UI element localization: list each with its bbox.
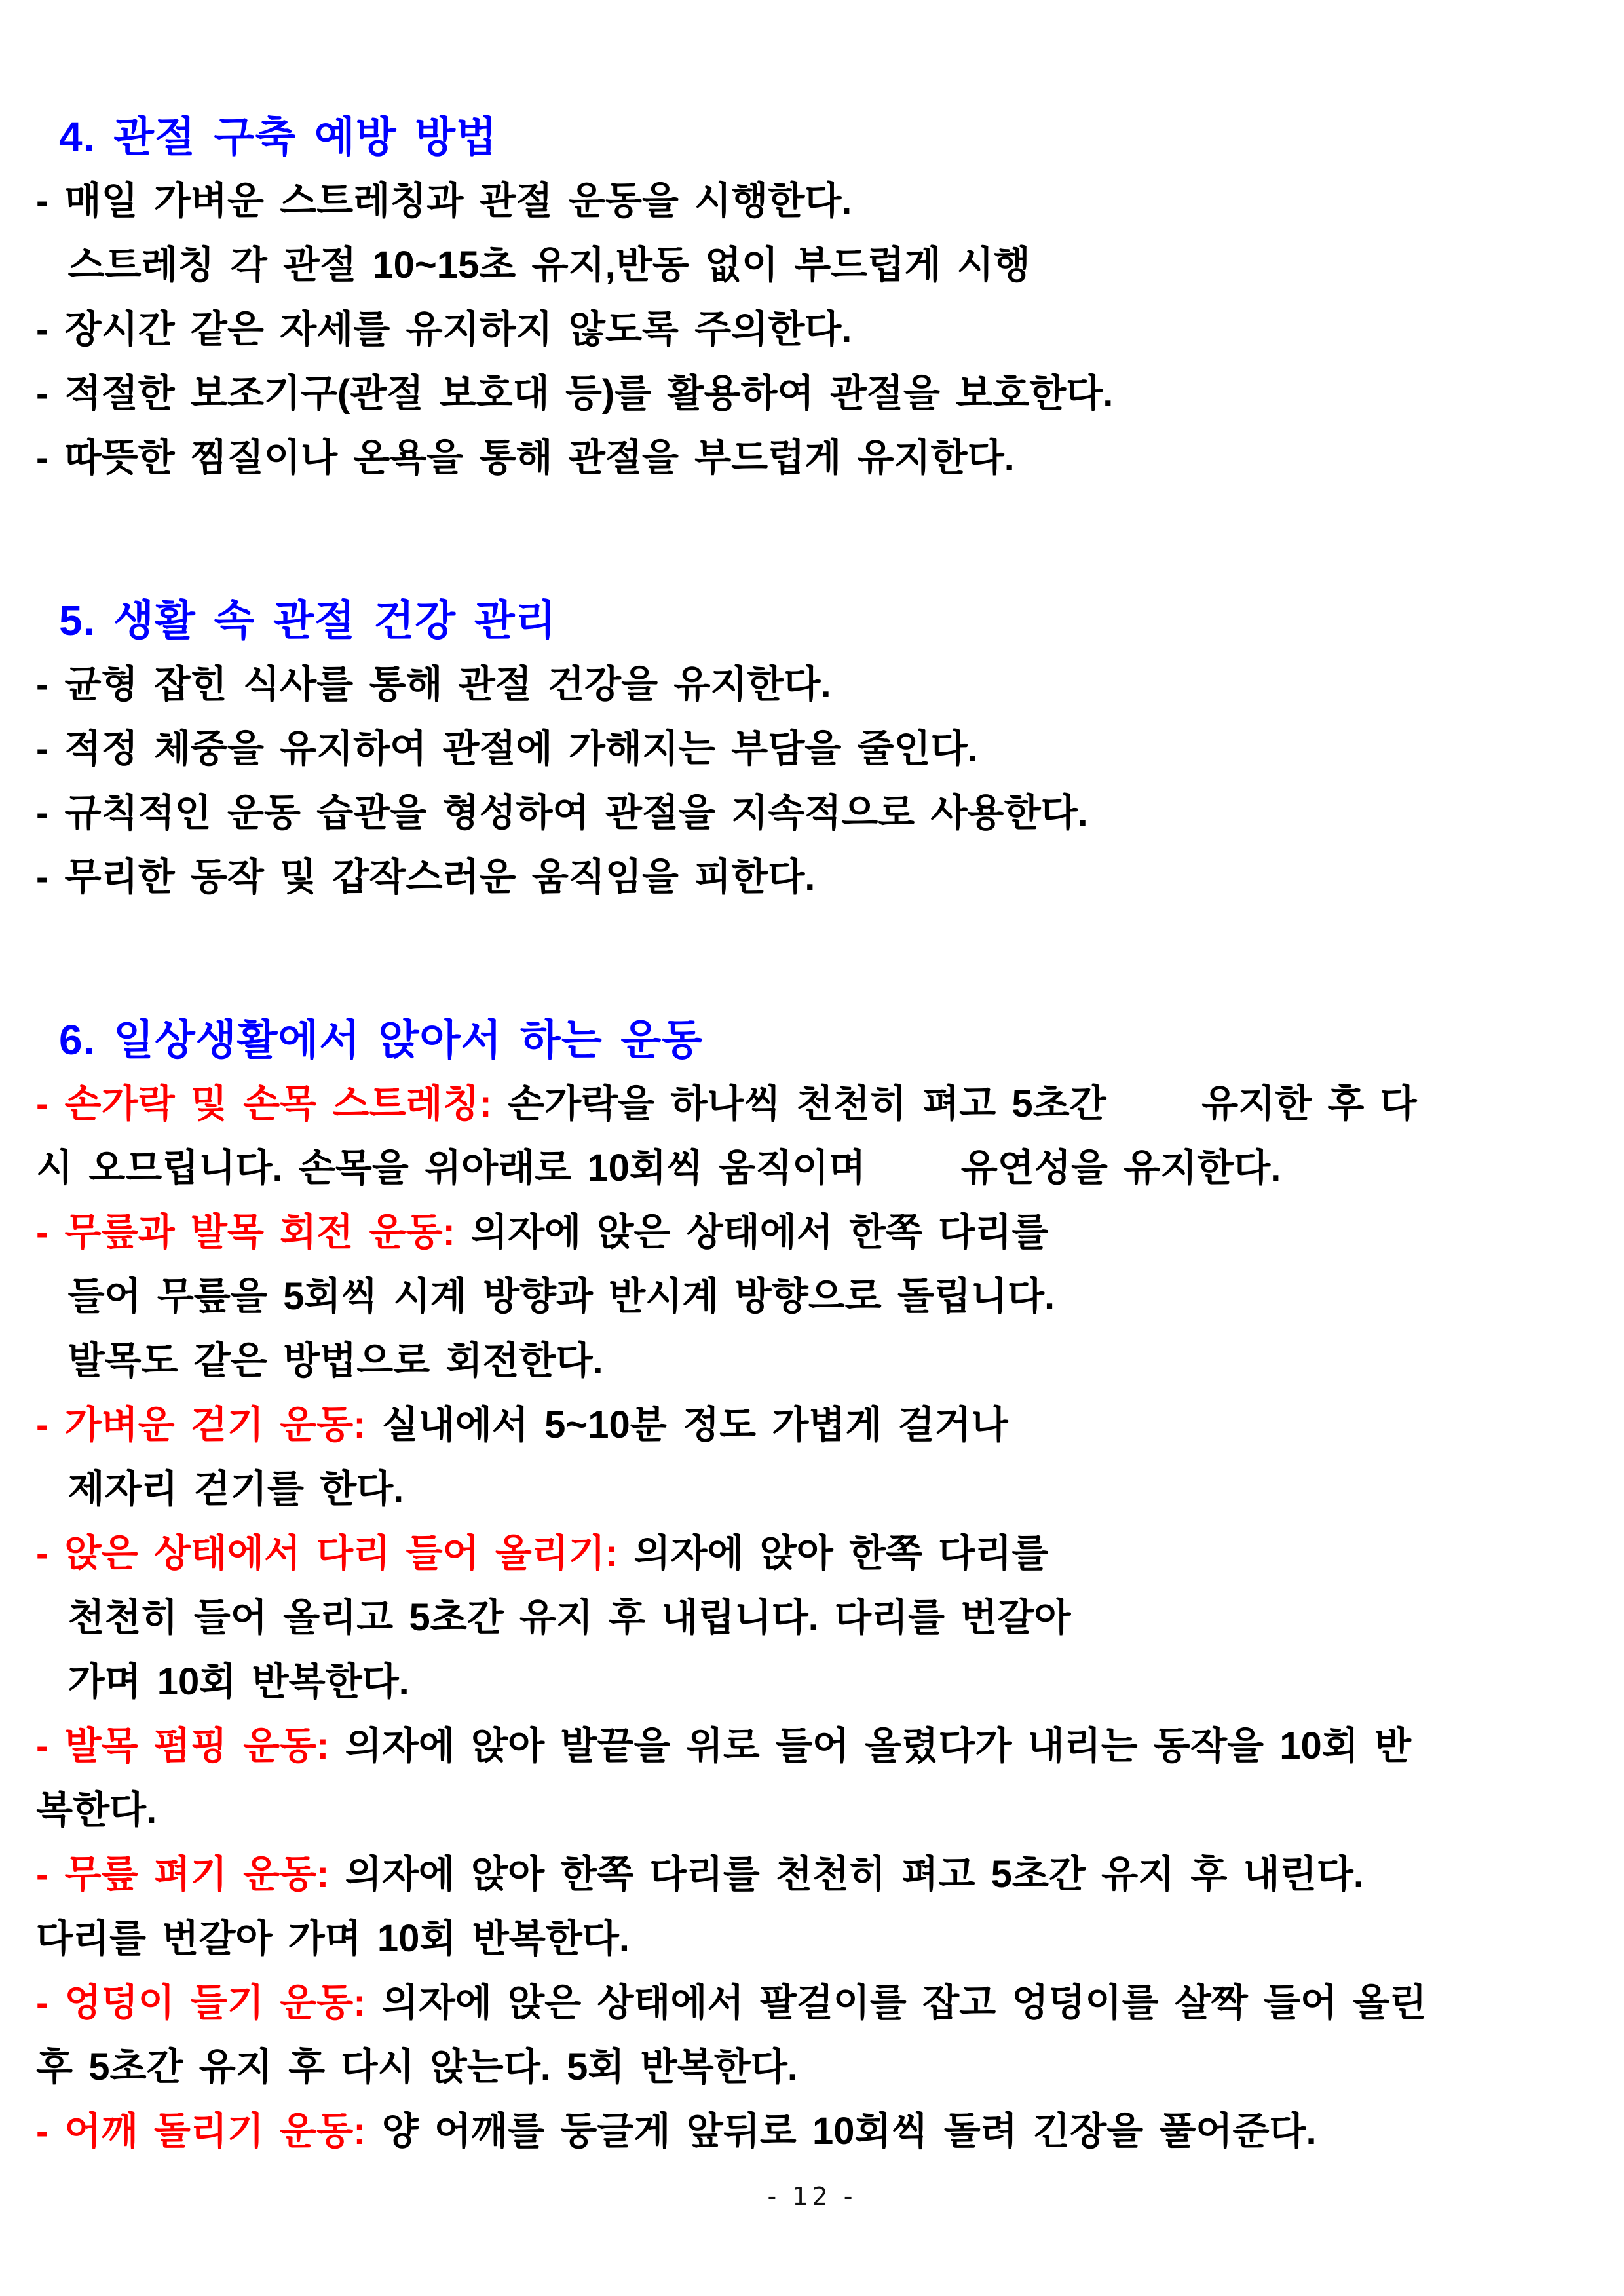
text-line	[36, 362, 1593, 426]
document-section	[36, 105, 1593, 490]
emphasis-lead-text: - 엉덩이 들기 운동:	[36, 1981, 366, 2024]
emphasis-lead-text: - 어깨 돌리기 운동:	[36, 2110, 366, 2152]
text-line	[36, 1650, 1593, 1714]
emphasis-lead-text: - 무릎 펴기 운동:	[36, 1853, 330, 1896]
body-text: 양 어깨를 둥글게 앞뒤로 10회씩 돌려 긴장을 풀어준다.	[366, 2110, 1317, 2152]
text-line	[36, 233, 1593, 297]
body-text: - 따뜻한 찜질이나 온욕을 통해 관절을 부드럽게 유지한다.	[36, 436, 1015, 479]
text-line	[36, 1136, 1593, 1200]
text-line	[36, 2035, 1593, 2099]
document-content	[36, 105, 1593, 2164]
body-text: 발목도 같은 방법으로 회전한다.	[36, 1339, 603, 1382]
text-line	[36, 1200, 1593, 1265]
body-text: 의자에 앉아 발끝을 위로 들어 올렸다가 내리는 동작을 10회 반	[329, 1725, 1412, 1767]
text-line	[36, 1521, 1593, 1586]
body-text: - 매일 가벼운 스트레칭과 관절 운동을 시행한다.	[36, 180, 852, 222]
body-text: 가며 10회 반복한다.	[36, 1660, 409, 1703]
text-line	[36, 297, 1593, 362]
body-text: 복한다.	[36, 1789, 157, 1831]
text-line	[36, 845, 1593, 909]
text-line	[36, 1329, 1593, 1393]
body-text: 시 오므립니다. 손목을 위아래로 10회씩 움직이며 유연성을 유지한다.	[36, 1147, 1281, 1189]
emphasis-lead-text: - 손가락 및 손목 스트레칭:	[36, 1082, 492, 1125]
body-text: 들어 무릎을 5회씩 시계 방향과 반시계 방향으로 돌립니다.	[36, 1275, 1055, 1318]
body-text: 다리를 번갈아 가며 10회 반복한다.	[36, 1917, 630, 1960]
text-line	[36, 1393, 1593, 1457]
section-heading: 4. 관절 구축 예방 방법	[59, 113, 497, 161]
text-line	[36, 1971, 1593, 2035]
text-line	[36, 1586, 1593, 1650]
text-line	[36, 1907, 1593, 1971]
section-heading: 5. 생활 속 관절 건강 관리	[59, 597, 557, 644]
body-text: 제자리 걷기를 한다.	[36, 1468, 404, 1510]
text-line	[36, 1714, 1593, 1778]
emphasis-lead-text: - 무릎과 발목 회전 운동:	[36, 1211, 455, 1253]
text-line	[36, 1265, 1593, 1329]
document-section	[36, 1008, 1593, 2164]
text-line	[36, 2099, 1593, 2164]
body-text: 의자에 앉아 한쪽 다리를	[618, 1532, 1049, 1575]
body-text: 의자에 앉은 상태에서 팔걸이를 잡고 엉덩이를 살짝 들어 올린	[366, 1981, 1427, 2024]
text-line	[36, 1457, 1593, 1521]
body-text: 후 5초간 유지 후 다시 앉는다. 5회 반복한다.	[36, 2046, 798, 2088]
text-line	[36, 1778, 1593, 1843]
emphasis-lead-text: - 앉은 상태에서 다리 들어 올리기:	[36, 1532, 618, 1575]
body-text: 손가락을 하나씩 천천히 펴고 5초간 유지한 후 다	[491, 1082, 1417, 1125]
section-heading: 6. 일상생활에서 앉아서 하는 운동	[59, 1016, 704, 1063]
document-section	[36, 588, 1593, 909]
text-line	[36, 1843, 1593, 1907]
text-line	[36, 717, 1593, 781]
page-number: - 12 -	[767, 2182, 857, 2211]
body-text: - 규칙적인 운동 습관을 형성하여 관절을 지속적으로 사용한다.	[36, 792, 1088, 834]
body-text: - 적정 체중을 유지하여 관절에 가해지는 부담을 줄인다.	[36, 727, 978, 770]
text-line	[36, 426, 1593, 490]
body-text: 천천히 들어 올리고 5초간 유지 후 내립니다. 다리를 번갈아	[36, 1596, 1071, 1639]
body-text: 스트레칭 각 관절 10~15초 유지,반동 없이 부드럽게 시행	[36, 244, 1030, 286]
body-text: - 적절한 보조기구(관절 보호대 등)를 활용하여 관절을 보호한다.	[36, 372, 1114, 415]
body-text: 의자에 앉은 상태에서 한쪽 다리를	[455, 1211, 1049, 1253]
body-text: - 균형 잡힌 식사를 통해 관절 건강을 유지한다.	[36, 663, 831, 706]
body-text: - 장시간 같은 자세를 유지하지 않도록 주의한다.	[36, 308, 852, 351]
text-line	[36, 169, 1593, 233]
text-line	[36, 781, 1593, 845]
text-line	[36, 1072, 1593, 1136]
emphasis-lead-text: - 발목 펌핑 운동:	[36, 1725, 330, 1767]
body-text: 실내에서 5~10분 정도 가볍게 걸거나	[366, 1404, 1008, 1446]
text-line	[36, 653, 1593, 717]
body-text: 의자에 앉아 한쪽 다리를 천천히 펴고 5초간 유지 후 내린다.	[329, 1853, 1364, 1896]
body-text: - 무리한 동작 및 갑작스러운 움직임을 피한다.	[36, 856, 816, 898]
emphasis-lead-text: - 가벼운 걷기 운동:	[36, 1404, 366, 1446]
